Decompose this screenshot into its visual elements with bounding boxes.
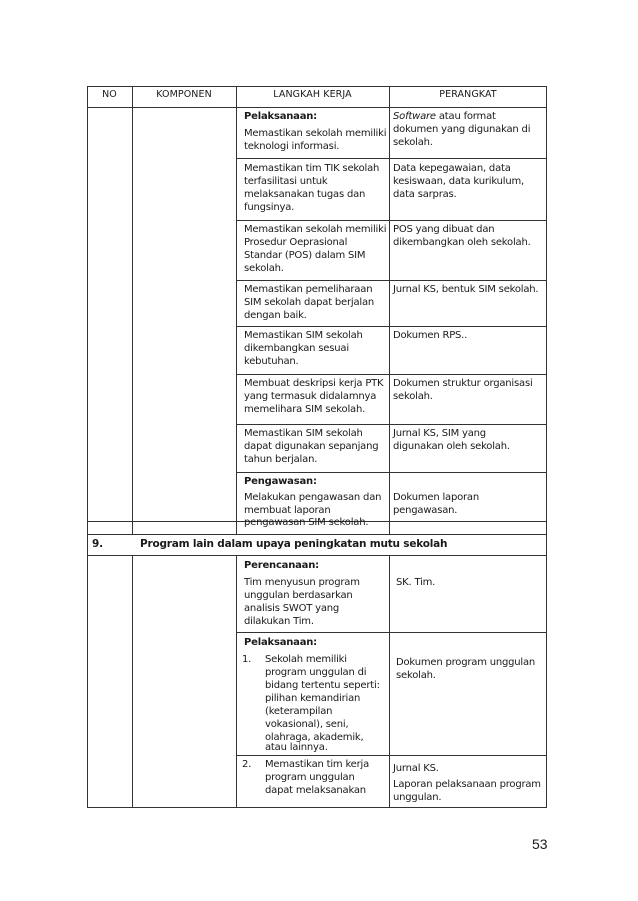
tool-text: Dokumen struktur organisasi bbox=[393, 378, 533, 389]
step-text: teknologi informasi. bbox=[244, 141, 340, 152]
rule bbox=[236, 220, 547, 221]
tool-text: data sarpras. bbox=[393, 189, 457, 200]
rule bbox=[236, 158, 547, 159]
tool-text: dikembangkan oleh sekolah. bbox=[393, 237, 531, 248]
rule bbox=[87, 807, 547, 808]
step-text: dengan baik. bbox=[244, 310, 307, 321]
step-text: sekolah. bbox=[244, 263, 284, 274]
tool-text bbox=[393, 110, 496, 123]
step-text: yang termasuk didalamnya bbox=[244, 391, 377, 402]
rule bbox=[87, 86, 547, 87]
header-langkah-kerja: LANGKAH KERJA bbox=[273, 89, 352, 100]
tool-text: Dokumen RPS.. bbox=[393, 330, 468, 341]
work-steps-table bbox=[87, 86, 547, 808]
rule bbox=[87, 534, 547, 535]
tool-text: sekolah. bbox=[393, 137, 433, 148]
step-text: Tim menyusun program bbox=[244, 577, 360, 588]
step-text: dikembangkan sesuai bbox=[244, 343, 349, 354]
tool-text: digunakan oleh sekolah. bbox=[393, 441, 510, 452]
tool-text-rest: atau format bbox=[435, 111, 496, 122]
step-text: Memastikan SIM sekolah bbox=[244, 428, 363, 439]
step-text: bidang tertentu seperti: bbox=[265, 680, 380, 691]
step-text: Sekolah memiliki bbox=[265, 654, 347, 665]
rule bbox=[236, 86, 237, 535]
section-heading: Pelaksanaan: bbox=[244, 637, 317, 648]
step-text: olahraga, akademik, bbox=[265, 732, 364, 743]
step-text: Memastikan SIM sekolah bbox=[244, 330, 363, 341]
step-text: tahun berjalan. bbox=[244, 454, 318, 465]
step-text: dapat melaksanakan bbox=[265, 785, 366, 796]
step-text: vokasional), seni, bbox=[265, 719, 349, 730]
tool-text: Jurnal KS, SIM yang bbox=[393, 428, 486, 439]
tool-text: Data kepegawaian, data bbox=[393, 163, 511, 174]
rule bbox=[236, 755, 547, 756]
tool-text: sekolah. bbox=[393, 391, 433, 402]
tool-text: SK. Tim. bbox=[396, 577, 436, 588]
rule bbox=[132, 86, 133, 535]
step-text: terfasilitasi untuk bbox=[244, 176, 328, 187]
list-number: 2. bbox=[242, 759, 252, 770]
rule bbox=[236, 280, 547, 281]
tool-text: sekolah. bbox=[396, 670, 436, 681]
step-text: program unggulan di bbox=[265, 667, 367, 678]
rule bbox=[236, 424, 547, 425]
step-text: fungsinya. bbox=[244, 202, 295, 213]
rule bbox=[546, 86, 547, 808]
step-text: memelihara SIM sekolah. bbox=[244, 404, 366, 415]
rule bbox=[236, 555, 237, 808]
step-text: membuat laporan bbox=[244, 505, 331, 516]
step-text: unggulan berdasarkan bbox=[244, 590, 353, 601]
step-text: Memastikan sekolah memiliki bbox=[244, 224, 387, 235]
step-text: kebutuhan. bbox=[244, 356, 299, 367]
rule bbox=[389, 86, 390, 535]
section-title: Program lain dalam upaya peningkatan mutu sekolah bbox=[140, 538, 448, 550]
rule bbox=[389, 555, 390, 808]
section-heading: Pelaksanaan: bbox=[244, 111, 317, 122]
step-text: Memastikan tim TIK sekolah bbox=[244, 163, 380, 174]
step-text: SIM sekolah dapat berjalan bbox=[244, 297, 375, 308]
tool-text: unggulan. bbox=[393, 792, 442, 803]
tool-text: Laporan pelaksanaan program bbox=[393, 779, 541, 790]
list-number: 1. bbox=[242, 654, 252, 665]
rule bbox=[87, 107, 547, 108]
step-text: dilakukan Tim. bbox=[244, 616, 314, 627]
tool-text: dokumen yang digunakan di bbox=[393, 124, 531, 135]
tool-text-italic: Software bbox=[393, 111, 436, 122]
section-heading: Pengawasan: bbox=[244, 476, 317, 487]
step-text: dapat digunakan sepanjang bbox=[244, 441, 379, 452]
rule bbox=[87, 86, 88, 808]
rule bbox=[132, 555, 133, 808]
step-text: analisis SWOT yang bbox=[244, 603, 340, 614]
step-text: atau lainnya. bbox=[265, 742, 328, 753]
step-text: melaksanakan tugas dan bbox=[244, 189, 366, 200]
step-text: Prosedur Oeprasional bbox=[244, 237, 348, 248]
rule bbox=[236, 472, 547, 473]
page-number: 53 bbox=[532, 836, 548, 852]
header-perangkat: PERANGKAT bbox=[439, 89, 497, 100]
step-text: Melakukan pengawasan dan bbox=[244, 492, 382, 503]
tool-text: Jurnal KS. bbox=[393, 763, 439, 774]
step-text: pengawasan SIM sekolah. bbox=[244, 517, 369, 528]
step-text: (keterampilan bbox=[265, 706, 333, 717]
rule bbox=[236, 326, 547, 327]
tool-text: kesiswaan, data kurikulum, bbox=[393, 176, 524, 187]
rule bbox=[236, 374, 547, 375]
tool-text: POS yang dibuat dan bbox=[393, 224, 495, 235]
section-number: 9. bbox=[92, 538, 103, 550]
tool-text: Dokumen program unggulan bbox=[396, 657, 536, 668]
step-text: Memastikan tim kerja bbox=[265, 759, 370, 770]
section-heading: Perencanaan: bbox=[244, 560, 319, 571]
step-text: Memastikan pemeliharaan bbox=[244, 284, 373, 295]
rule bbox=[87, 555, 547, 556]
tool-text: Dokumen laporan bbox=[393, 492, 479, 503]
tool-text: Jurnal KS, bentuk SIM sekolah. bbox=[393, 284, 539, 295]
header-komponen: KOMPONEN bbox=[156, 89, 212, 100]
step-text: Membuat deskripsi kerja PTK bbox=[244, 378, 384, 389]
step-text: Standar (POS) dalam SIM bbox=[244, 250, 366, 261]
step-text: Memastikan sekolah memiliki bbox=[244, 128, 387, 139]
header-no: NO bbox=[102, 89, 117, 100]
step-text: pilihan kemandirian bbox=[265, 693, 361, 704]
rule bbox=[236, 632, 547, 633]
step-text: program unggulan bbox=[265, 772, 355, 783]
tool-text: pengawasan. bbox=[393, 505, 458, 516]
